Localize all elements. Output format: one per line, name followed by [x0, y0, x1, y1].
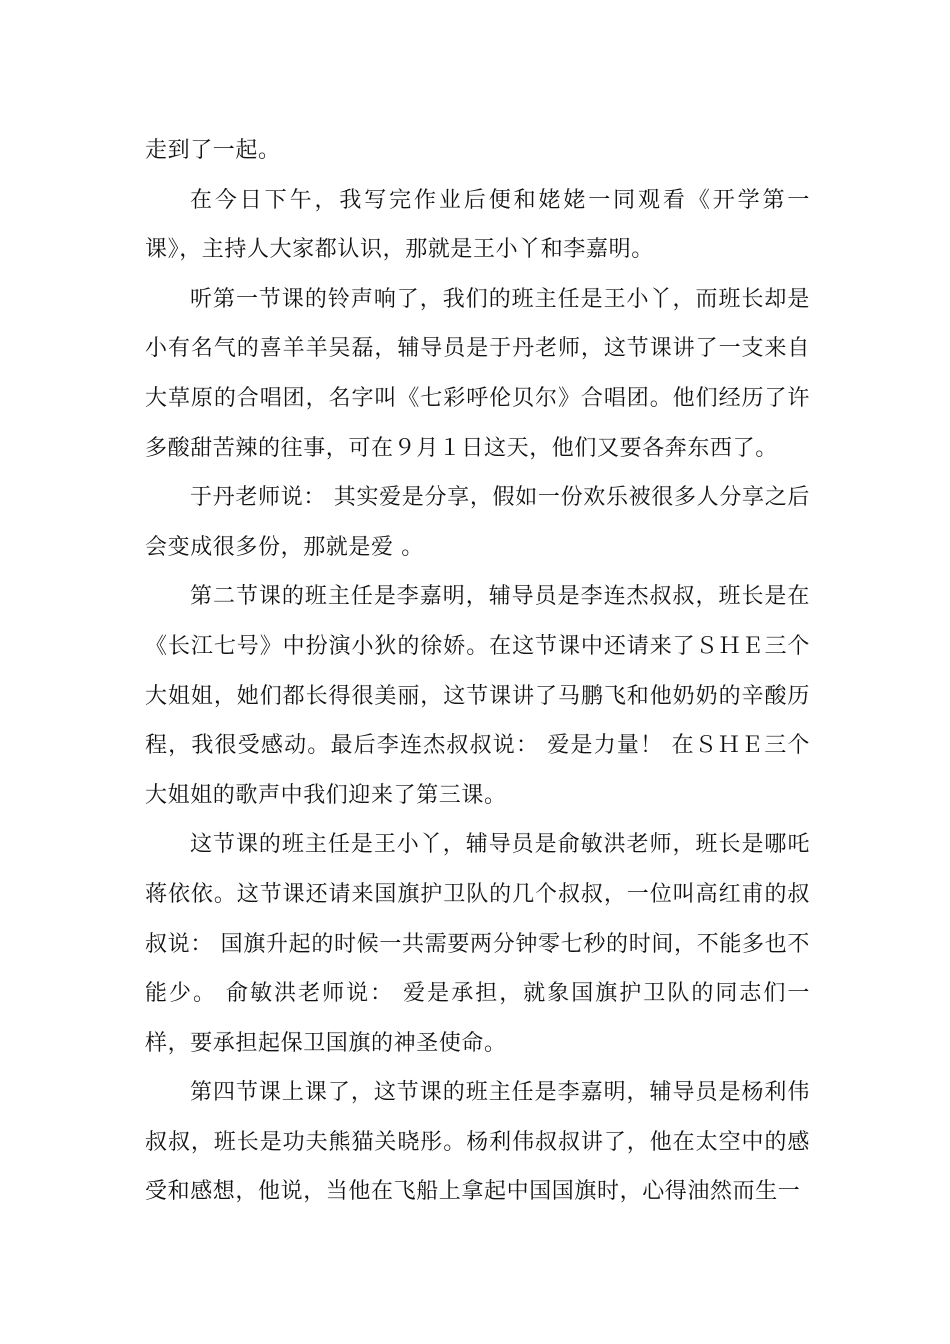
- paragraph-1: 在今日下午，我写完作业后便和姥姥一同观看《开学第一课》，主持人大家都认识，那就是王小丫和李嘉明。: [145, 187, 810, 263]
- paragraph-5: 这节课的班主任是王小丫，辅导员是俞敏洪老师，班长是哪吒蒋依依。这节课还请来国旗护卫队的几个叔叔，一位叫高红甫的叔叔说： 国旗升起的时候一共需要两分钟零七秒的时间，不能多也不能少。 俞敏洪老师说： 爱是承担，就象国旗护卫队的同志们一样，要承担起保卫国旗的神圣使命。: [145, 832, 810, 1056]
- paragraph-4: 第二节课的班主任是李嘉明，辅导员是李连杰叔叔，班长是在《长江七号》中扮演小狄的徐娇。在这节课中还请来了ＳＨＥ三个大姐姐，她们都长得很美丽，这节课讲了马鹏飞和他奶奶的辛酸历程，我很受感动。最后李连杰叔叔说： 爱是力量！ 在ＳＨＥ三个大姐姐的歌声中我们迎来了第三课。: [145, 584, 810, 808]
- paragraph-3: 于丹老师说： 其实爱是分享，假如一份欢乐被很多人分享之后会变成很多份，那就是爱 。: [145, 485, 810, 560]
- document-body: [145, 126, 810, 1217]
- paragraph-2: 听第一节课的铃声响了，我们的班主任是王小丫，而班长却是小有名气的喜羊羊吴磊，辅导员是于丹老师，这节课讲了一支来自大草原的合唱团，名字叫《七彩呼伦贝尔》合唱团。他们经历了许多酸甜苦辣的往事，可在９月１日这天，他们又要各奔东西了。: [145, 286, 810, 461]
- paragraph-6: 第四节课上课了，这节课的班主任是李嘉明，辅导员是杨利伟叔叔，班长是功夫熊猫关晓彤。杨利伟叔叔讲了，他在太空中的感受和感想，他说，当他在飞船上拿起中国国旗时，心得油然而生一: [145, 1080, 810, 1205]
- paragraph-continuation: 走到了一起。: [145, 138, 281, 163]
